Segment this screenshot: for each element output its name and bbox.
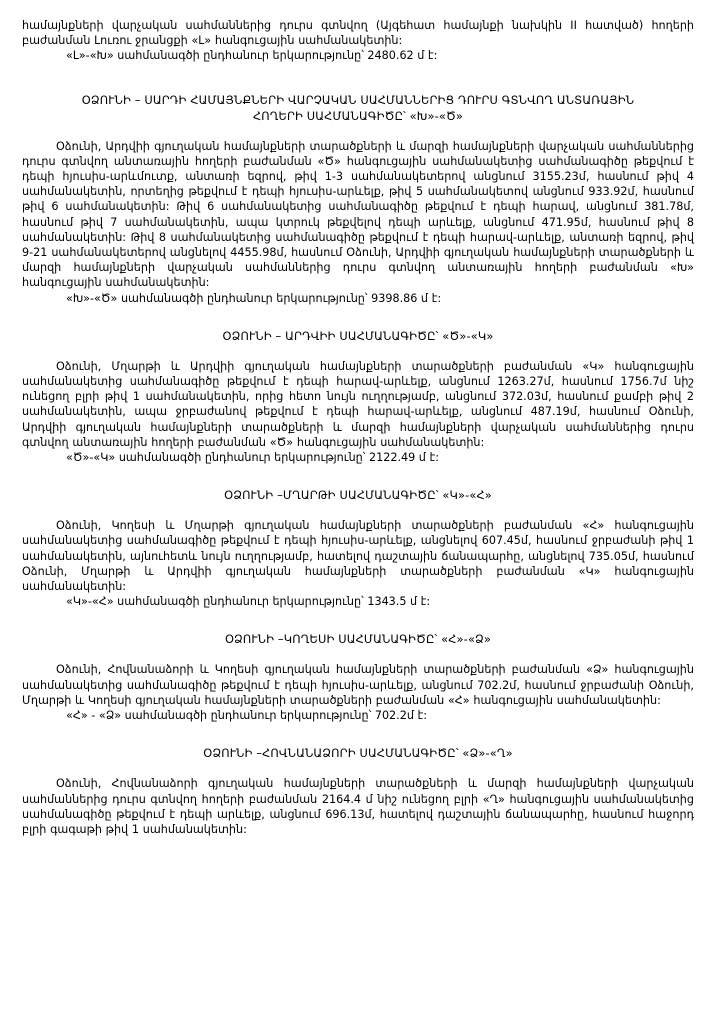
heading-kh-ts xyxy=(22,92,694,124)
document-body xyxy=(22,18,694,837)
paragraph-kh-ts: Օձունի, Արդվիի գյուղական համայնքների տարածքների և մարզի համայնքների վարչական սահմաններից դուրս գտնվող անտառային հողերի բաժանման «Ծ» հանգուցային սահմանակետից սահմանագիծը թեքվում է դեպի հյուսիս-արևմուտք, անտառի եզրով, թիվ 1-3 սահմանակետերով անցնում 3155.23մ, հասնում թիվ 4 սահմանակետին, որտեղից թեքվում է դեպի հյուսիս-արևելք, թիվ 5 սահմանակետով անցնում 933.92մ, հասնում թիվ 6 սահմանակետին: Թիվ 6 սահմանակետից սահմանագիծը թեքվում է դեպի հարավ, անցնում 381.78մ, հասնում թիվ 7 սահմանակետին, ապա կտրուկ թեքվելով դեպի արևելք, անցնում 471.95մ, հասնում թիվ 8 սահմանակետին: Թիվ 8 սահմանակետից սահմանագիծը թեքվում է դեպի հարավ-արևելք, անտառի եզրով, թիվ 9-21 սահմանակետերով անցնելով 4455.98մ, հասնում Օձունի, Արդվիի գյուղական համայնքների տարածքների և մարզի համայնքների վարչական սահմաններից դուրս գտնվող անտառային հողերի բաժանման «Խ» հանգուցային սահմանակետին: xyxy=(22,139,694,290)
heading-ts-k-line-1: ՕՁՈՒՆԻ – ԱՐԴՎԻԻ ՍԱՀՄԱՆԱԳԻԾԸ՝ «Ծ»-«Կ» xyxy=(222,328,494,343)
subtotal-h-dz: «Հ» - «Ձ» սահմանագծի ընդհանուր երկարությունը՝ 702.2մ է: xyxy=(66,709,428,723)
heading-k-h xyxy=(22,487,694,503)
spacer xyxy=(22,503,694,518)
spacer xyxy=(22,64,694,92)
heading-dz-gh-line-1: ՕՁՈՒՆԻ –ՀՈՎՆԱՆԱՁՈՐԻ ՍԱՀՄԱՆԱԳԻԾԸ՝ «Ձ»-«Ղ» xyxy=(203,746,513,761)
heading-kh-ts-line-1: ՕՁՈՒՆԻ – ՍԱՐԴԻ ՀԱՄԱՅՆՔՆԵՐԻ ՎԱՐՉԱԿԱՆ ՍԱՀՄԱՆՆԵՐԻՑ ԴՈՒՐՍ ԳՏՆՎՈՂ ԱՆՏԱՌԱՅԻՆ xyxy=(81,92,635,107)
spacer xyxy=(22,306,694,328)
heading-dz-gh xyxy=(22,745,694,761)
spacer xyxy=(22,465,694,487)
spacer xyxy=(22,761,694,776)
spacer xyxy=(22,609,694,631)
heading-kh-ts-line-2: ՀՈՂԵՐԻ ՍԱՀՄԱՆԱԳԻԾԸ՝ «Խ»-«Ծ» xyxy=(252,108,464,123)
spacer xyxy=(22,647,694,662)
intro-paragraph: համայնքների վարչական սահմաններից դուրս գտնվող (Այգեհատ համայնքի նախկին II հատված) հողերի բաժանման Լուռու ջրանցքի «Լ» հանգուցային սահմանակետին: xyxy=(22,19,694,48)
heading-h-dz-line-1: ՕՁՈՒՆԻ –ԿՈՂԵՍԻ ՍԱՀՄԱՆԱԳԻԾԸ՝ «Հ»-«Ձ» xyxy=(224,632,492,647)
subtotal-kh-ts: «Խ»-«Ծ» սահմանագծի ընդհանուր երկարությունը՝ 9398.86 մ է: xyxy=(66,291,442,305)
paragraph-ts-k: Օձունի, Մղարթի և Արդվիի գյուղական համայնքների տարածքների բաժանման «Կ» հանգուցային սահմանակետից սահմանագիծը թեքվում է դեպի հարավ-արևելք, անցնում 1263.27մ, հասնում 1756.7մ նիշ ունեցող բլրի թիվ 1 սահմանակետին, որից հետո նույն ուղղությամբ, անցնում 372.03մ, հասնում քամբի թիվ 2 սահմանակետին, ապա ջրբաժանով թեքվում է դեպի հարավ-արևելք, անցնում 487.19մ, հասնում Օձունի, Արդվիի գյուղական համայնքների տարածքների և մարզի համայնքների վարչական սահմաններից դուրս գտնվող անտառային հողերի բաժանման «Ծ» հանգուցային սահմանակետին: xyxy=(22,359,694,449)
paragraph-h-dz: Օձունի, Հովնանաձորի և Կողեսի գյուղական համայնքների տարածքների բաժանման «Ձ» հանգուցային սահմանակետից սահմանագիծը թեքվում է դեպի հյուսիս-արևելք, անցնում 702.2մ, հասնում ջրբաժանի Օձունի, Մղարթի և Կողեսի գյուղական համայնքների տարածքների բաժանման «Հ» հանգուցային սահմանակետին: xyxy=(22,663,694,707)
subtotal-ts-k: «Ծ»-«Կ» սահմանագծի ընդհանուր երկարությունը՝ 2122.49 մ է: xyxy=(66,451,439,465)
spacer xyxy=(22,344,694,359)
heading-ts-k xyxy=(22,328,694,344)
heading-k-h-line-1: ՕՁՈՒՆԻ –ՄՂԱՐԹԻ ՍԱՀՄԱՆԱԳԻԾԸ՝ «Կ»-«Հ» xyxy=(224,488,492,503)
paragraph-k-h: Օձունի, Կողեսի և Մղարթի գյուղական համայնքների տարածքների բաժանման «Հ» հանգուցային սահմանակետից սահմանագիծը թեքվում է դեպի հյուսիս-արևելք, անցնելով 607.45մ, հասնում ջրբաժանի թիվ 1 սահմանակետին, այնուհետև նույն ուղղությամբ, հատելով դաշտային ճանապարհը, անցնելով 735.05մ, հասնում Օձունի, Մղարթի և Արդվիի գյուղական համայնքների տարածքների բաժանման «Կ» հանգուցային սահմանակետին: xyxy=(22,519,694,594)
intro-subtotal: «Լ»-«Խ» սահմանագծի ընդհանուր երկարությունը՝ 2480.62 մ է: xyxy=(66,49,438,63)
spacer xyxy=(22,124,694,139)
spacer xyxy=(22,723,694,745)
paragraph-dz-gh: Օձունի, Հովնանաձորի գյուղական համայնքների տարածքների և մարզի համայնքների վարչական սահմաններից դուրս գտնվող հողերի բաժանման 2164.4 մ նիշ ունեցող բլրի «Ղ» հանգուցային սահմանակետից սահմանագիծը թեքվում է դեպի արևելք, անցնում 696.13մ, հատելով դաշտային ճանապարհը, հասնում հաջորդ բլրի գագաթի թիվ 1 սահմանակետին: xyxy=(22,777,694,836)
heading-h-dz xyxy=(22,631,694,647)
subtotal-k-h: «Կ»-«Հ» սահմանագծի ընդհանուր երկարությունը՝ 1343.5 մ է: xyxy=(66,595,431,609)
